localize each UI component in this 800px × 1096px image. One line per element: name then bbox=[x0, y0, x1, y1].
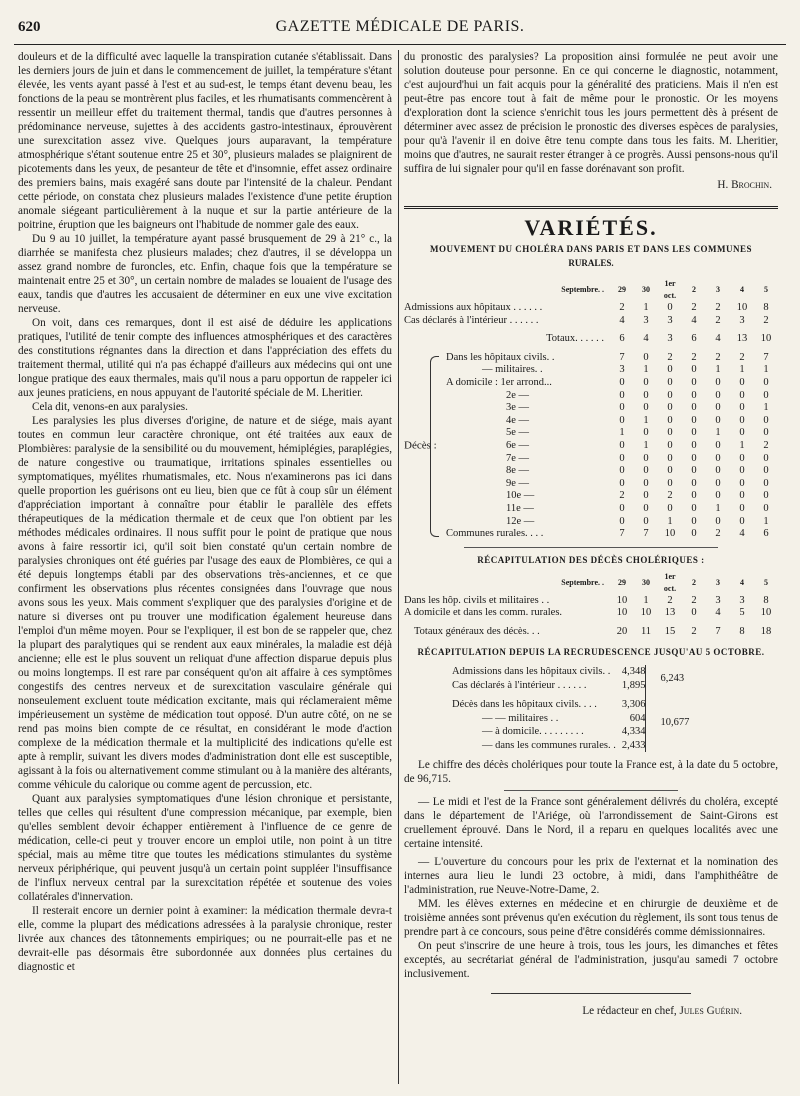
table-cell: 0 bbox=[643, 351, 649, 363]
table-cell: 2 bbox=[619, 302, 625, 313]
row-label: A domicile et dans les comm. rurales. bbox=[404, 607, 563, 619]
recap-title: RÉCAPITULATION DES DÉCÈS CHOLÉRIQUES : bbox=[477, 554, 705, 565]
table-cell: 0 bbox=[667, 477, 673, 489]
table-cell: 0 bbox=[667, 427, 673, 439]
table-cell: 10 bbox=[736, 302, 748, 313]
editor-name: Jules Guérin. bbox=[679, 1005, 742, 1018]
table-cell: 1 bbox=[763, 515, 769, 527]
column-divider bbox=[398, 50, 399, 1084]
table-cell: 0 bbox=[739, 414, 745, 426]
table-header-row bbox=[404, 278, 778, 302]
table-cell: 0 bbox=[643, 515, 649, 527]
table-cell: 15 bbox=[664, 625, 676, 637]
table-cell: 0 bbox=[739, 376, 745, 388]
row-label: Cas déclarés à l'intérieur . . . . . . bbox=[452, 679, 587, 691]
column-header: 2 bbox=[692, 285, 696, 294]
paragraph: Les paralysies les plus diverses d'origine, de nature et de siége, mais ayant toutes en commun leur caractère chronique, ont été traitées aux eaux de Plombières: paralysie de la sensibilité ou du mouvement, hémiplégies, paraplégies, de nature congestive ou traumatique, irritations spinales essentielles ou symptomatiques, myélites rhumatismales, etc. Nous n'examinerons pas ici dans quelle proportion les guérisons ont eu lieu, bien que ce fût à coup sûr un élément d'appréciation important à connaître pour établir le parallèle des effets thérapeutiques de la médication thermale et de ceux que l'on obtient par les méthodes médicales ordinaires. Il nous suffit pour le point de pratique que nous avons à faire ressortir ici, qu'il soit bien constaté qu'un certain nombre de paralysies chroniques ont été guéries par l'usage des eaux de Plombières, ce qui a été depuis longtemps établi par des observations très-anciennes, et ce que confirment les observations plus récentes consignées dans l'ouvrage que nous avons sous les yeux. Mais comment s'expliquer que des paralysies d'origine et de nature si diverses ont pu trouver une modification également heureuse dans l'emploi d'un même moyen. Pour se l'expliquer, il est bon de se rappeler que, chez la plupart des paralytiques qui se rendent aux eaux minérales, la maladie est déjà ancienne; elle est le plus souvent un reliquat d'une affection disparue depuis plus ou moins longtemps. Il est rare par conséquent qu'on ait affaire à ces symptômes congestifs des centres nerveux et de surexcitation vasculaire générale qui nonseulement excluent toute médication excitante, mais qui réclameraient même impérieusement un système de médication tout opposé. D'un autre côté, on ne se rend pas moins bien compte de ce résultat, en considérant le mode d'action complexe de la médication thermale et la multiplicité des indications qu'elle est apte à remplir, suivant les divers modes d'administration dont elle est susceptible, agissant à la fois ou alternativement comme stimulant ou à la manière des altérants, comme véhicule du calorique ou comme agent de percussion, etc. bbox=[18, 415, 392, 791]
table-cell: 1 bbox=[763, 364, 769, 376]
table-cell: 1 bbox=[739, 439, 745, 451]
table-cell: 7 bbox=[643, 528, 649, 540]
row-label: 9e — bbox=[506, 477, 530, 489]
table-cell: 0 bbox=[667, 389, 673, 401]
cases-sum: 6,243 bbox=[646, 665, 689, 692]
table-cell: 2 bbox=[763, 439, 769, 451]
table-cell: 3 bbox=[739, 594, 745, 606]
table-cell: 0 bbox=[715, 490, 721, 502]
recap-table bbox=[404, 571, 778, 645]
table-row bbox=[404, 503, 778, 516]
table-cell: 0 bbox=[763, 465, 769, 477]
table-cell: 7 bbox=[619, 351, 625, 363]
table-cell: 10 bbox=[664, 528, 676, 540]
table-cell: 1 bbox=[715, 502, 721, 514]
table-cell: 2 bbox=[715, 528, 721, 540]
table-cell: 2 bbox=[715, 314, 721, 326]
table-cell: 4 bbox=[643, 333, 649, 345]
row-label: 6e — bbox=[506, 439, 530, 451]
table-cell: 0 bbox=[667, 452, 673, 464]
row-label: Totaux généraux des décès. . . bbox=[414, 625, 540, 637]
left-column bbox=[18, 50, 392, 1086]
section-title: VARIÉTÉS. bbox=[524, 215, 658, 240]
table-row bbox=[404, 302, 778, 315]
row-label: — — militaires . . bbox=[482, 712, 559, 724]
table-cell: 0 bbox=[715, 402, 721, 414]
table-cell: 0 bbox=[667, 414, 673, 426]
table-cell: 0 bbox=[643, 389, 649, 401]
table-cell: 2 bbox=[667, 490, 673, 502]
table-cell: 0 bbox=[667, 402, 673, 414]
table-row bbox=[404, 377, 778, 390]
table-cell: 0 bbox=[763, 376, 769, 388]
table-cell: 2 bbox=[691, 594, 697, 606]
journal-title: GAZETTE MÉDICALE DE PARIS. bbox=[275, 18, 525, 35]
note-paragraph: — L'ouverture du concours pour les prix de l'externat et la nomination des internes aura lieu le lundi 23 octobre, à midi, dans l'amphithéâtre de l'administration, rue Neuve-Notre-Dame, 2. bbox=[404, 856, 778, 897]
deces-bracket bbox=[404, 352, 446, 541]
table-cell: 1 bbox=[739, 364, 745, 376]
table-cell: 3,306 bbox=[621, 699, 646, 711]
table-title: MOUVEMENT DU CHOLÉRA DANS PARIS ET DANS LES COMMUNES bbox=[429, 244, 753, 254]
table-subtitle: RURALES. bbox=[568, 258, 614, 268]
table-cell: 2 bbox=[667, 594, 673, 606]
row-label: 5e — bbox=[506, 427, 530, 439]
table-cell: 0 bbox=[739, 465, 745, 477]
table-cell: 13 bbox=[664, 607, 676, 619]
table-cell: 0 bbox=[691, 452, 697, 464]
paragraph: On voit, dans ces remarques, dont il est aisé de déduire les applications pratiques, l'utilité de tenir compte des influences atmosphériques et des caractères des constitutions régnantes dans la direction et dans l'appréciation des effets du traitement thermal, utilité qui n'a pas échappé d'ailleurs aux médecins qui ont une longue pratique des eaux thermales, mais qu'il nous a paru opportun de rappeler ici aux jeunes praticiens, en nous appuyant de l'autorité spéciale de M. Lheritier. bbox=[18, 317, 392, 399]
table-cell: 0 bbox=[691, 528, 697, 540]
editor-signature bbox=[404, 1004, 778, 1018]
totals-row bbox=[404, 327, 778, 352]
table-cell: 7 bbox=[715, 625, 721, 637]
table-cell: 0 bbox=[763, 427, 769, 439]
table-cell: 1 bbox=[643, 594, 649, 606]
column-header: 30 bbox=[642, 577, 650, 587]
table-cell: 10 bbox=[760, 607, 772, 619]
row-label: Admissions dans les hôpitaux civils. . bbox=[452, 666, 611, 678]
table-cell: 0 bbox=[739, 389, 745, 401]
column-header: 1er oct. bbox=[663, 279, 677, 300]
table-cell: 0 bbox=[691, 402, 697, 414]
table-cell: 2 bbox=[715, 351, 721, 363]
table-cell: 0 bbox=[643, 402, 649, 414]
table-cell: 1,895 bbox=[621, 679, 646, 691]
deaths-sum: 10,677 bbox=[646, 692, 689, 752]
table-cell: 20 bbox=[616, 625, 628, 637]
table-cell: 0 bbox=[619, 452, 625, 464]
table-row bbox=[404, 465, 778, 478]
row-label: Dans les hôpitaux civils. . bbox=[446, 351, 555, 363]
table-cell: 0 bbox=[691, 364, 697, 376]
table-cell: 8 bbox=[763, 594, 769, 606]
table-cell: 1 bbox=[643, 302, 649, 313]
table-cell: 10 bbox=[640, 607, 652, 619]
table-cell: 1 bbox=[667, 515, 673, 527]
table-row bbox=[404, 390, 778, 403]
table-cell: 0 bbox=[691, 439, 697, 451]
table-cell: 0 bbox=[691, 376, 697, 388]
paragraph: Il resterait encore un dernier point à examiner: la médication thermale devra-t elle, comme la plupart des médications adressées à la paralysie chronique, rester livrée aux chances des tâtonnements empiriques; ou ne pourrait-elle pas et ne devrait-elle pas désormais être subordonnée aux données plus certaines du diagnostic et bbox=[18, 905, 392, 973]
divider bbox=[504, 790, 678, 791]
row-label: — militaires. . bbox=[482, 364, 543, 376]
table-cell: 0 bbox=[691, 477, 697, 489]
table-cell: 1 bbox=[715, 364, 721, 376]
table-cell: 0 bbox=[763, 389, 769, 401]
table-cell: 0 bbox=[739, 515, 745, 527]
row-label: Dans les hôp. civils et militaires . . bbox=[404, 594, 550, 606]
table-cell: 2 bbox=[715, 302, 721, 313]
table-cell: 0 bbox=[763, 452, 769, 464]
table-cell: 6 bbox=[619, 333, 625, 345]
table-cell: 1 bbox=[643, 364, 649, 376]
table-cell: 10 bbox=[616, 607, 628, 619]
recrudescence-title: RÉCAPITULATION DEPUIS LA RECRUDESCENCE JUSQU'AU 5 OCTOBRE. bbox=[417, 647, 765, 658]
row-label: 8e — bbox=[506, 465, 530, 477]
table-cell: 0 bbox=[715, 376, 721, 388]
table-cell: 0 bbox=[667, 439, 673, 451]
table-row bbox=[404, 490, 778, 503]
page-header bbox=[14, 14, 786, 45]
table-cell: 2 bbox=[619, 490, 625, 502]
table-cell: 0 bbox=[739, 402, 745, 414]
divider bbox=[464, 547, 718, 548]
table-cell: 3 bbox=[715, 594, 721, 606]
table-cell: 2 bbox=[691, 351, 697, 363]
table-row bbox=[404, 315, 778, 328]
table-cell: 1 bbox=[619, 427, 625, 439]
table-cell: 0 bbox=[715, 465, 721, 477]
row-label: Totaux. . . . . . bbox=[546, 333, 604, 345]
column-header: 3 bbox=[716, 577, 720, 587]
table-cell: 0 bbox=[643, 452, 649, 464]
table-cell: 0 bbox=[739, 427, 745, 439]
totals-row bbox=[404, 620, 778, 645]
column-header: Septembre. . bbox=[561, 285, 604, 294]
row-label: 10e — bbox=[506, 490, 535, 502]
table-row bbox=[404, 427, 778, 440]
row-label: 11e — bbox=[506, 502, 534, 514]
table-cell: 7 bbox=[619, 528, 625, 540]
table-cell: 4,334 bbox=[621, 726, 646, 738]
table-cell: 0 bbox=[691, 607, 697, 619]
table-cell: 4 bbox=[715, 333, 721, 345]
table-cell: 0 bbox=[667, 465, 673, 477]
table-cell: 2 bbox=[691, 625, 697, 637]
table-cell: 0 bbox=[643, 477, 649, 489]
table-cell: 3 bbox=[643, 314, 649, 326]
column-header: 5 bbox=[764, 285, 768, 294]
table-cell: 7 bbox=[763, 351, 769, 363]
table-cell: 0 bbox=[691, 427, 697, 439]
right-column bbox=[404, 50, 778, 1086]
table-cell: 11 bbox=[640, 625, 652, 637]
note-paragraph: MM. les élèves externes en médecine et en chirurgie de deuxième et de troisième années sont prévenus qu'en exécution du règlement, ils sont tous tenus de prendre part à ce concours, sous peine d'être considérés comme démissionnaires. bbox=[404, 898, 778, 939]
table-cell: 0 bbox=[619, 502, 625, 514]
table-cell: 0 bbox=[739, 452, 745, 464]
table-cell: 0 bbox=[763, 502, 769, 514]
table-cell: 0 bbox=[619, 477, 625, 489]
paragraph: douleurs et de la difficulté avec laquelle la transpiration cutanée s'établissait. Dans les derniers jours de juin et dans le commencement de juillet, la température s'étant élevée, les vents ayant passé à l'est et au sud-est, le temps étant devenu beau, les fonctions de la peau se montrèrent plus faciles, et les rhumatisants commencèrent à ressentir un meilleur effet du traitement thermal, tandis que d'autres personnes à prédominance nerveuse, sujettes à des accidents gastro-intestinaux, éprouvèrent une surexcitation assez vive. Quelques jours auparavant, la température atmosphérique s'étant soutenue entre 25 et 30°, plusieurs malades se plaignirent de picotements dans les yeux, de pesanteur de tête et d'insomnie, effet assez ordinaire des premiers bains, mais exagéré sans doute par l'intensité de la chaleur. Pendant cette période, on constata chez plusieurs malades l'existence d'une petite éruption anomale siégeant particulièrement à la nuque et sur la partie antérieure de la poitrine, éruption que les baigneurs ont l'habitude de nommer gale des eaux. bbox=[18, 51, 392, 231]
table-cell: 2,433 bbox=[621, 739, 646, 751]
paragraph: du pronostic des paralysies? La proposition ainsi formulée ne peut avoir une solution douteuse pour personne. En ce qui concerne le diagnostic, notamment, c'est aujourd'hui un fait acquis pour la généralité des praticiens. Mais il n'en est peut-être pas encore tout à fait de même pour le pronostic. Or les moyens d'exploration dont la science s'enrichit tous les jours permettent dès à présent de déterminer avec assez de précision le pronostic des diverses espèces de paralysies, pour qu'à l'avenir il en doive être tenu compte dans tous les faits. M. Lheritier, moins que d'autres, ne saurait rester étranger à ce progrès. Aussi pensons-nous qu'il suffira de lui signaler pour qu'il en fasse dorénavant son profit. bbox=[404, 51, 778, 175]
table-cell: 4 bbox=[619, 314, 625, 326]
table-cell: 0 bbox=[763, 477, 769, 489]
table-cell: 0 bbox=[715, 515, 721, 527]
table-row bbox=[404, 440, 778, 453]
table-cell: 0 bbox=[619, 389, 625, 401]
author-signature: H. Brochin. bbox=[717, 179, 772, 191]
table-cell: 0 bbox=[715, 389, 721, 401]
note-paragraph: On peut s'inscrire de une heure à trois, tous les jours, les dimanches et fêtes exceptés, au secrétariat général de l'administration, jusqu'au samedi 7 octobre inclusivement. bbox=[404, 940, 778, 981]
table-row bbox=[404, 364, 778, 377]
table-cell: 2 bbox=[739, 351, 745, 363]
table-cell: 6 bbox=[691, 333, 697, 345]
table-cell: 0 bbox=[763, 490, 769, 502]
note-paragraph: — Le midi et l'est de la France sont généralement délivrés du choléra, excepté dans le département de l'Ariége, où l'arrondissement de Saint-Girons est cruellement éprouvé. Dans le Nord, il a reparu en quelques localités avec une certaine intensité. bbox=[404, 796, 778, 851]
row-label: Communes rurales. . . . bbox=[446, 528, 544, 540]
editor-prefix: Le rédacteur en chef, bbox=[582, 1005, 677, 1018]
table-row bbox=[404, 352, 778, 365]
table-cell: 0 bbox=[643, 490, 649, 502]
table-cell: 0 bbox=[715, 477, 721, 489]
column-header: 4 bbox=[740, 577, 744, 587]
table-cell: 4 bbox=[739, 528, 745, 540]
table-cell: 8 bbox=[763, 302, 769, 313]
table-cell: 0 bbox=[643, 465, 649, 477]
table-cell: 0 bbox=[619, 465, 625, 477]
column-header: 29 bbox=[618, 577, 626, 587]
table-row bbox=[404, 478, 778, 491]
row-label: A domicile : 1er arrond... bbox=[446, 376, 552, 388]
table-cell: 0 bbox=[667, 364, 673, 376]
table-cell: 0 bbox=[667, 502, 673, 514]
table-cell: 0 bbox=[619, 414, 625, 426]
table-cell: 6 bbox=[763, 528, 769, 540]
table-cell: 0 bbox=[691, 465, 697, 477]
table-cell: 8 bbox=[739, 625, 745, 637]
paragraph: Du 9 au 10 juillet, la température ayant passé brusquement de 29 à 21° c., la diarrhée se manifesta chez plusieurs malades; chez d'autres, il se développa un assez grand nombre de furoncles, etc. Enfin, chaque fois que la température se maintenait entre 25 et 30°, un certain nombre de malades se louaient de l'usage des eaux, tandis que d'autres les accusaient de déterminer en eux une vive excitation nerveuse. bbox=[18, 233, 392, 315]
row-label: 4e — bbox=[506, 414, 530, 426]
table-cell: 2 bbox=[691, 302, 697, 313]
note-paragraph: Le chiffre des décès cholériques pour toute la France est, à la date du 5 octobre, de 96,715. bbox=[404, 759, 778, 786]
table-cell: 5 bbox=[739, 607, 745, 619]
table-cell: 0 bbox=[667, 302, 673, 313]
table-cell: 0 bbox=[643, 376, 649, 388]
table-row bbox=[404, 516, 778, 529]
table-cell: 0 bbox=[739, 502, 745, 514]
table-cell: 3 bbox=[667, 314, 673, 326]
table-cell: 2 bbox=[667, 351, 673, 363]
column-header: 30 bbox=[642, 285, 650, 294]
table-cell: 4 bbox=[715, 607, 721, 619]
row-label: 3e — bbox=[506, 402, 530, 414]
table-cell: 0 bbox=[691, 515, 697, 527]
table-cell: 1 bbox=[715, 427, 721, 439]
table-cell: 1 bbox=[643, 439, 649, 451]
paragraph: Cela dit, venons-en aux paralysies. bbox=[32, 401, 188, 413]
column-header: 4 bbox=[740, 285, 744, 294]
table-cell: 18 bbox=[760, 625, 772, 637]
table-cell: 0 bbox=[619, 439, 625, 451]
table-cell: 0 bbox=[619, 402, 625, 414]
table-cell: 0 bbox=[715, 439, 721, 451]
table-cell: 0 bbox=[691, 414, 697, 426]
column-header: 29 bbox=[618, 285, 626, 294]
table-cell: 10 bbox=[760, 333, 772, 345]
row-label: Cas déclarés à l'intérieur . . . . . . bbox=[404, 314, 539, 326]
table-row bbox=[404, 402, 778, 415]
table-cell: 3 bbox=[619, 364, 625, 376]
table-cell: 0 bbox=[667, 376, 673, 388]
table-cell: 2 bbox=[763, 314, 769, 326]
table-cell: 10 bbox=[616, 594, 628, 606]
column-header: 2 bbox=[692, 577, 696, 587]
table-cell: 0 bbox=[691, 502, 697, 514]
table-cell: 1 bbox=[643, 414, 649, 426]
cholera-table bbox=[404, 278, 778, 541]
table-cell: 1 bbox=[763, 402, 769, 414]
table-header-row bbox=[404, 571, 778, 595]
table-cell: 0 bbox=[691, 490, 697, 502]
paragraph: Quant aux paralysies symptomatiques d'une lésion chronique et persistante, telles que celles qui résultent d'une compression mécanique, par exemple, bien qu'elles semblent devoir échapper entièrement à l'influence de ce genre de médication, celle-ci peut y trouver encore un emploi utile, non point à un titre spécial, mais au même titre que toutes les médications stimulantes du système nerveux périphérique, qui peuvent jusqu'à un certain point suppléer l'insuffisance de l'influx nerveux central par la surexcitation répétée et soutenue des voies collatérales d'innervation. bbox=[18, 793, 392, 903]
table-cell: 604 bbox=[629, 712, 646, 724]
recrudescence-table bbox=[452, 665, 689, 752]
column-header: 1er oct. bbox=[663, 571, 677, 593]
column-header: 3 bbox=[716, 285, 720, 294]
table-cell: 0 bbox=[619, 376, 625, 388]
deces-label: Décès : bbox=[404, 439, 437, 452]
row-label: Admissions aux hôpitaux . . . . . . bbox=[404, 302, 543, 313]
table-cell: 4,348 bbox=[621, 666, 646, 678]
column-header: 5 bbox=[764, 577, 768, 587]
table-row bbox=[404, 528, 778, 541]
table-row bbox=[404, 595, 778, 608]
table-cell: 0 bbox=[763, 414, 769, 426]
table-cell: 3 bbox=[739, 314, 745, 326]
table-cell: 0 bbox=[643, 502, 649, 514]
table-cell: 0 bbox=[643, 427, 649, 439]
table-row bbox=[452, 692, 689, 712]
table-row bbox=[404, 415, 778, 428]
table-cell: 3 bbox=[667, 333, 673, 345]
row-label: — à domicile. . . . . . . . . bbox=[482, 726, 584, 738]
row-label: Décès dans les hôpitaux civils. . . . bbox=[452, 699, 597, 711]
column-header: Septembre. . bbox=[561, 577, 604, 587]
page-number: 620 bbox=[18, 19, 41, 35]
row-label: 2e — bbox=[506, 389, 530, 401]
row-label: 12e — bbox=[506, 515, 535, 527]
table-cell: 4 bbox=[691, 314, 697, 326]
table-cell: 0 bbox=[715, 452, 721, 464]
table-row bbox=[404, 453, 778, 466]
table-row bbox=[452, 665, 689, 679]
table-cell: 13 bbox=[736, 333, 748, 345]
table-cell: 0 bbox=[739, 477, 745, 489]
table-cell: 0 bbox=[691, 389, 697, 401]
table-cell: 0 bbox=[715, 414, 721, 426]
row-label: 7e — bbox=[506, 452, 530, 464]
divider bbox=[491, 993, 691, 994]
table-cell: 0 bbox=[619, 515, 625, 527]
bracket-line bbox=[430, 356, 439, 537]
table-row bbox=[404, 607, 778, 620]
table-cell: 0 bbox=[739, 490, 745, 502]
row-label: — dans les communes rurales. . bbox=[482, 739, 616, 751]
section-divider bbox=[404, 206, 778, 209]
